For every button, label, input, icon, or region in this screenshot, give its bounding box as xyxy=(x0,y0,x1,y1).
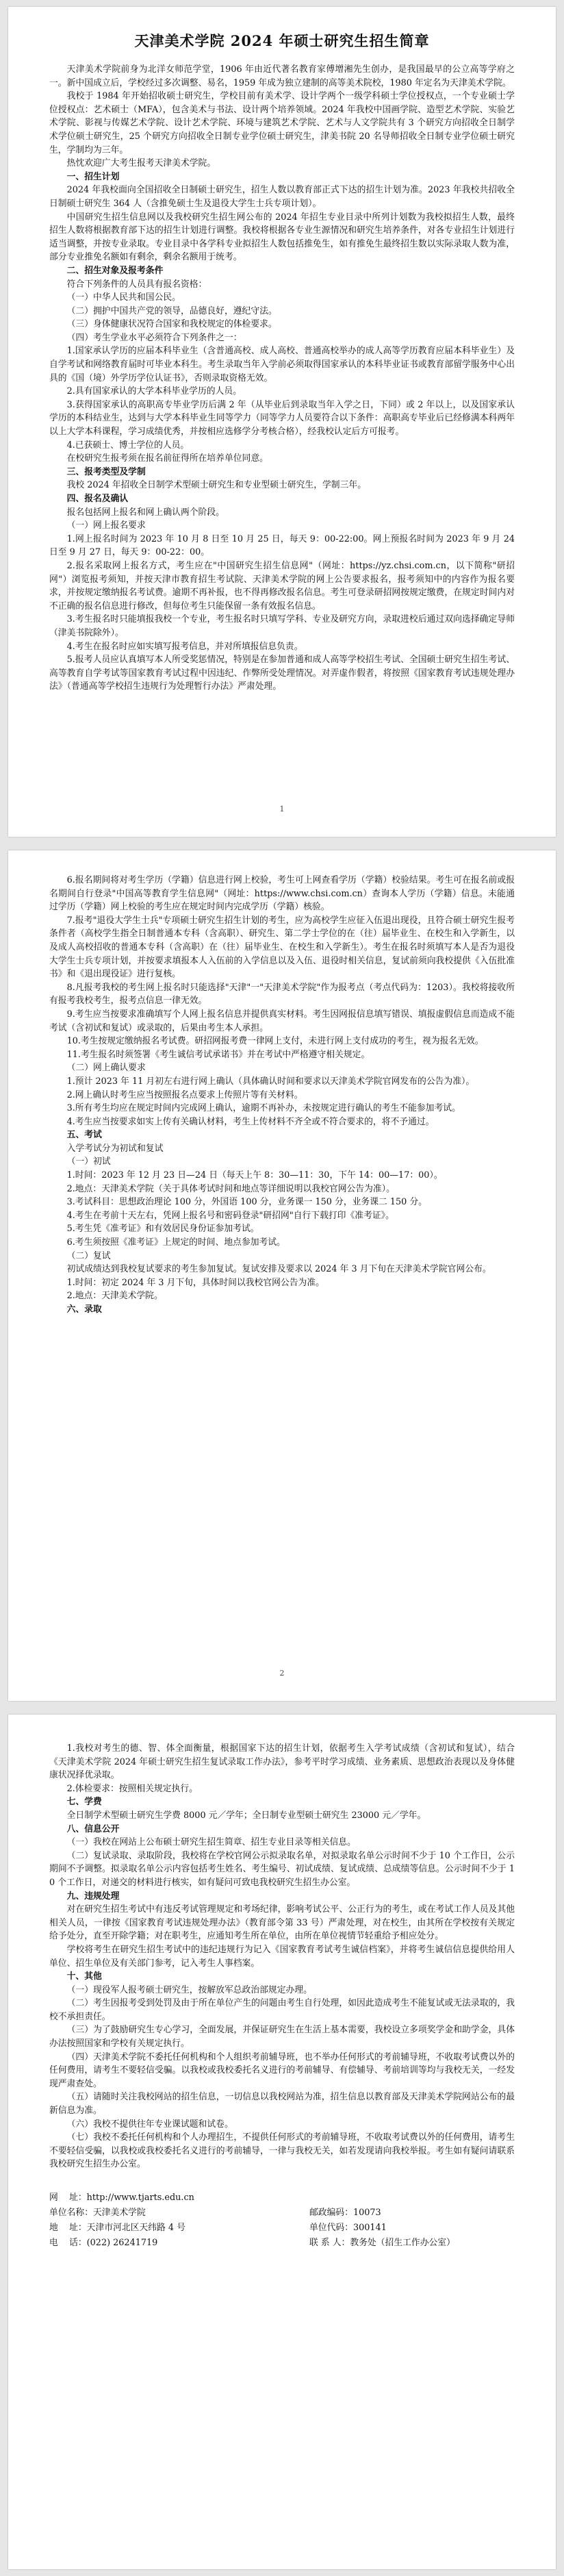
paragraph: （一）我校在网站上公布硕士研究生招生简章、招生专业目录等相关信息。 xyxy=(66,1837,356,1848)
paragraph: 1.我校对考生的德、智、体全面衡量，根据国家下达的招生计划，依据考生入学考试成绩（含初试和复试），结合《天津美术学院 2024 年硕士研究生招生复试录取工作办法》，参考平时学习成绩、业务素质、思想政治表现以及身体健康状况择优录取。 xyxy=(49,1743,515,1781)
section-heading: 三、报考类型及学制 xyxy=(66,466,146,477)
document-page-1 xyxy=(8,7,556,837)
paragraph: 2.网上确认时考生应当按照报名点要求上传照片等有关材料。 xyxy=(66,1089,303,1100)
paragraph: 4.考生应当按要求如实上传有关确认材料，考生上传材料不齐全或不符合要求的，将不予通过。 xyxy=(66,1116,435,1127)
paragraph: 11.考生报名时须签署《考生诚信考试承诺书》并在考试中严格遵守相关规定。 xyxy=(66,1049,370,1060)
paragraph: 中国研究生招生信息网以及我校研究生招生网公布的 2024 年招生专业目录中所列计划数为我校拟招生人数，最终招生人数将根据教育部下达的招生计划进行调整。我校将根据各专业生源情况和研究生培养条件，对各专业招生计划进行适当调整，并按专业录取。专业目录中各学科专业拟招生人数包括推免生，如有推免生最终招生数以实际录取人数为准，部分专业推免名额如有剩余，剩余名额用于统考。 xyxy=(49,212,515,263)
paragraph: 学校将考生在研究生招生考试中的违纪违规行为记入《国家教育考试考生诚信档案》，并将考生诚信信息提供给用人单位、招生单位及有关部门参考，记入考生人事档案。 xyxy=(49,1944,515,1969)
paragraph: （四）天津美术学院不委托任何机构和个人组织考前辅导班，也不举办任何形式的考前辅导班，不收取考试费以外的任何费用，请考生不要轻信受骗。以我校或我校委托名义进行的考前辅导、有偿辅导、考前培训等均与我校无关，一经发现严肃查处。 xyxy=(49,2051,515,2089)
page-number-1: 1 xyxy=(279,805,285,813)
paragraph: 我校于 1984 年开始招收硕士研究生，学校目前有美术学、设计学两个一级学科硕士学位授权点，一个专业硕士学位授权点：艺术硕士（MFA），包含美术与书法、设计两个培养领域。2024 年我校中国画学院、造型艺术学院、实验艺术学院、影视与传媒艺术学院、设计艺术学院、环境与建筑艺术学院、艺术与人文学院共有 3 个研究方向招收全日制学术学位硕士研究生，25 个研究方向招收全日制专业学位硕士研究生，津美书院 20 名导师招收全日制专业学位硕士研究生，学制均为三年。 xyxy=(49,91,515,155)
page-2-body xyxy=(49,874,515,1317)
paragraph: 3.考试科目：思想政治理论 100 分，外国语 100 分，业务课一 150 分，业务课二 150 分。 xyxy=(66,1197,427,1208)
section-heading: 十、其他 xyxy=(66,1971,102,1982)
paragraph: 1.预计 2023 年 11 月初左右进行网上确认（具体确认时间和要求以天津美术学院官网发布的公告为准）。 xyxy=(66,1076,475,1087)
contact-info xyxy=(49,2190,515,2251)
page-1-body xyxy=(49,63,515,694)
postcode-label: 邮政编码： xyxy=(309,2208,353,2218)
paragraph: 1.网上报名时间为 2023 年 10 月 8 日至 10 月 25 日，每天 9：00-22:00。网上预报名时间为 2023 年 9 月 24 日至 9 月 27 日，每天 9：00-22：00。 xyxy=(49,533,515,558)
contact-row-unit xyxy=(49,2206,515,2221)
page-number-2: 2 xyxy=(279,1669,285,1678)
paragraph: 2.地点：天津美术学院。 xyxy=(66,1291,163,1302)
section-heading: 一、招生计划 xyxy=(66,171,120,182)
paragraph: 2.体检要求：按照相关规定执行。 xyxy=(66,1783,198,1794)
document-page-3 xyxy=(8,1715,556,2569)
paragraph: （二）复试 xyxy=(66,1250,111,1261)
section-heading: 七、学费 xyxy=(66,1797,102,1808)
document-title: 天津美术学院 2024 年硕士研究生招生简章 xyxy=(134,32,430,49)
paragraph: 6.报名期间将对考生学历（学籍）信息进行网上校验，考生可上网查看学历（学籍）校验结果。考生可在报名前或报名期间自行登录"中国高等教育学生信息网"（网址：https://www.chsi.com.cn）查询本人学历（学籍）信息。未能通过学历（学籍）网上校验的考生应在规定时间内完成学历（学籍）核验。 xyxy=(49,875,515,913)
paragraph: 4.考生在报名时应如实填写报考信息，并对所填报信息负责。 xyxy=(66,641,303,652)
paragraph: 2.具有国家承认的大学本科毕业学历的人员。 xyxy=(66,386,242,397)
paragraph: 对在研究生招生考试中有违反考试管理规定和考场纪律，影响考试公平、公正行为的考生，或在考试工作人员及其他相关人员，一律按《国家教育考试违规处理办法》（教育部令第 33 号）严肃处理，对在校生，由其所在学校按有关规定给予处分，直至开除学籍；对在职考生，应通知考生所在单位，由所在单位视情节轻重给予相应处分。 xyxy=(49,1904,515,1942)
paragraph: 1.时间：初定 2024 年 3 月下旬，具体时间以我校官网公告为准。 xyxy=(66,1277,324,1288)
phone-value: (022) 26241719 xyxy=(86,2238,158,2248)
paragraph: （六）我校不提供往年专业课试题和试卷。 xyxy=(66,2119,233,2130)
paragraph: 3.所有考生均应在规定时间内完成网上确认，逾期不再补办，未按规定进行确认的考生不能参加考试。 xyxy=(66,1103,461,1114)
website-label: 网 址： xyxy=(49,2193,87,2203)
section-heading: 五、考试 xyxy=(66,1130,102,1141)
unit-code-value: 300141 xyxy=(352,2223,387,2233)
paragraph: （四）考生学业水平必须符合下列条件之一： xyxy=(66,332,242,343)
contact-person-value: 教务处（招生工作办公室） xyxy=(350,2238,455,2248)
paragraph: 1.国家承认学历的应届本科毕业生（含普通高校、成人高校、普通高校举办的成人高等学历教育应届本科毕业生）及自学考试和网络教育届时可毕业本科生。考生录取当年入学前必须取得国家承认的本科毕业证书或教育部留学服务中心出具的《国（境）外学历学位认证书》，否则录取资格无效。 xyxy=(49,346,515,383)
paragraph: （一）中华人民共和国公民。 xyxy=(66,292,181,303)
paragraph: 8.凡报考我校的考生网上报名时只能选择"天津"一"天津美术学院"作为报考点（考点代码为：1203）。我校将接收所有报考我校考生，报考点信息一律无效。 xyxy=(49,982,515,1007)
paragraph: 4.已获硕士、博士学位的人员。 xyxy=(66,440,190,451)
paragraph: 1.时间：2023 年 12 月 23 日—24 日（每天上午 8：30—11：30，下午 14：00—17：00）。 xyxy=(66,1170,443,1181)
paragraph: 热忱欢迎广大考生报考天津美术学院。 xyxy=(66,158,216,169)
section-heading: 四、报名及确认 xyxy=(66,494,129,504)
paragraph: 我校 2024 年招收全日制学术型硕士研究生和专业型硕士研究生，学制三年。 xyxy=(66,480,366,491)
paragraph: （七）我校不委托任何机构和个人办理招生，不提供任何形式的考前辅导班，不收取考试费以外的任何费用，请考生不要轻信受骗，以我校或我校委托名义进行的考前辅导，一律与我校无关，如若发现请向我校举报。考生如有疑问请联系我校研究生招生办公室。 xyxy=(49,2132,515,2170)
section-heading: 二、招生对象及报考条件 xyxy=(66,265,164,276)
paragraph: 4.考生在考前十天左右，凭网上报名号和密码登录"研招网"自行下载打印《准考证》。 xyxy=(66,1210,394,1221)
paragraph: （一）初试 xyxy=(66,1157,111,1167)
paragraph: 5.报考人员应认真填写本人所受奖惩情况，特别是在参加普通和成人高等学校招生考试、全国硕士研究生招生考试、高等教育自学考试等国家教育考试过程中因违纪、作弊所受处理情况。对弄虚作假者，将按照《国家教育考试违规处理办法》（普通高等学校招生违规行为处理暂行办法》严肃处理。 xyxy=(49,655,515,692)
paragraph: 2024 年我校面向全国招收全日制硕士研究生，招生人数以教育部正式下达的招生计划为准。2023 年我校共招收全日制硕士研究生 364 人（含推免硕士生及退役大学生士兵专项计划）。 xyxy=(49,185,515,209)
unit-value: 天津美术学院 xyxy=(92,2208,146,2218)
document-page-2 xyxy=(8,850,556,1701)
unit-code-label: 单位代码： xyxy=(309,2223,353,2233)
paragraph: （三）为了鼓励研究生专心学习，全面发展，并保证研究生在生活上基本需要，我校设立多项奖学金和助学金，具体办法按照国家和学校有关规定执行。 xyxy=(49,2025,515,2049)
address-label: 地 址： xyxy=(49,2223,87,2233)
paragraph: 初试成绩达到我校复试要求的考生参加复试。复试安排及要求以 2024 年 3 月下旬在天津美术学院官网公布。 xyxy=(66,1264,491,1275)
paragraph: （二）拥护中国共产党的领导，品德良好，遵纪守法。 xyxy=(66,305,277,316)
contact-row-address xyxy=(49,2221,515,2236)
paragraph: （二）网上确认要求 xyxy=(66,1063,146,1074)
page-3-body xyxy=(49,1742,515,2171)
unit-label: 单位名称： xyxy=(49,2208,93,2218)
contact-row-phone xyxy=(49,2236,515,2251)
paragraph: 入学考试分为初试和复试 xyxy=(66,1143,164,1154)
section-heading: 六、录取 xyxy=(66,1304,102,1315)
paragraph: （二）复试录取、录取阶段，我校将在学校官网公示拟录取名单，对拟录取名单公示时间不少于 10 个工作日，公示期间不予调整。拟录取名单公示内容包括考生姓名、考生编号、初试成绩、复试成绩、总成绩等信息。公示时间不少于 10 个工作日，对递交的材料进行核实，如有疑问可致电我校研究生招生办公室。 xyxy=(49,1850,515,1888)
paragraph: （一）现役军人报考硕士研究生，按解放军总政治部规定办理。 xyxy=(66,1984,312,1995)
paragraph: 10.考生按规定缴纳报名考试费。研招网报考费一律网上支付，未进行网上支付成功的考生，视为报名无效。 xyxy=(66,1036,484,1047)
paragraph: 符合下列条件的人员具有报名资格： xyxy=(66,279,207,290)
address-value: 天津市河北区天纬路 4 号 xyxy=(86,2223,185,2233)
paragraph: （二）考生因报考受到处罚及由于所在单位产生的问题由考生自行处理，如因此造成考生不能复试或无法录取的，我校不承担责任。 xyxy=(49,1998,515,2022)
paragraph: 5.考生凭《准考证》和有效居民身份证参加考试。 xyxy=(66,1224,259,1235)
website-value: http://www.tjarts.edu.cn xyxy=(86,2193,194,2203)
paragraph: （一）网上报名要求 xyxy=(66,520,146,531)
paragraph: 在校研究生报考须在报名前征得所在培养单位同意。 xyxy=(66,453,268,464)
paragraph: 2.地点：天津美术学院（关于具体考试时间和地点等详细说明以我校官网公告为准）。 xyxy=(66,1183,395,1194)
contact-person-label: 联 系 人： xyxy=(309,2238,350,2248)
section-heading: 八、信息公开 xyxy=(66,1823,120,1834)
paragraph: （五）请随时关注我校网站的招生信息，一切信息以我校网站为准，招生信息以教育部及天津美术学院网站公布的最新信息为准。 xyxy=(49,2092,515,2117)
postcode-value: 10073 xyxy=(352,2208,381,2218)
paragraph: 全日制学术型硕士研究生学费 8000 元／学年；全日制专业型硕士研究生 23000 元／学年。 xyxy=(66,1810,426,1821)
paragraph: 3.考生报名时只能填报我校一个专业，考生报名时只填写学科、专业及研究方向，录取进校后通过双向选择确定导师（津美书院除外）。 xyxy=(49,614,515,638)
paragraph: 天津美术学院前身为北洋女师范学堂，1906 年由近代著名教育家傅增湘先生创办，是我国最早的公立高等学府之一。新中国成立后，学校经过多次调整、易名，1959 年成为独立建制的高等美术院校，1980 年定名为天津美术学院。 xyxy=(49,64,515,88)
paragraph: 7.报考"退役大学生士兵"专项硕士研究生招生计划的考生，应为高校学生应征入伍退出现役，且符合硕士研究生报考条件者（高校学生指全日制普通本专科（含高职）、研究生、第二学士学位的在（往）届毕业生、在校生和入学新生，以及成人高校招收的普通本专科（含高职）在（往）届毕业生、在校生和入学新生）。考生在报名时须填写本人是否为退役大学生士兵专项计划，并按要求填报本人入伍前的入学信息以及入伍、退役时相关信息，复试前须向我校提供《入伍批准书》和《退出现役证》进行复核。 xyxy=(49,915,515,980)
phone-label: 电 话： xyxy=(49,2238,87,2248)
section-heading: 九、违规处理 xyxy=(66,1891,120,1902)
paragraph: 报名包括网上报名和网上确认两个阶段。 xyxy=(66,507,225,518)
paragraph: 3.获得国家承认的高职高专毕业学历后满 2 年（从毕业后到录取当年入学之日，下同）或 2 年以上，以及国家承认学历的本科结业生，达到与大学本科毕业生同等学力（同等学力人员要符合以下条件：高职高专毕业后已经修满本科两年以上大学本科课程，学习成绩优秀，并按相应选修学分考核合格），经我校认定后方可报考。 xyxy=(49,399,515,438)
paragraph: 2.报名采取网上报名方式，考生应在"中国研究生招生信息网"（网址：https://yz.chsi.com.cn，以下简称"研招网"）浏览报考须知，并按天津市教育招生考试院、天津美术学院的网上公告要求报名，报考须知中的内容作为报名要求，并按规定缴纳报名考试费。逾期不再补报，也不得再修改报名信息。考生可登录研招网按规定缴费，在规定时间内对不正确的报名信息进行修改，但每位考生只能保留一条有效报名信息。 xyxy=(49,560,515,611)
paragraph: （三）身体健康状况符合国家和我校规定的体检要求。 xyxy=(66,319,277,330)
contact-row-website xyxy=(49,2190,515,2206)
paragraph: 9.考生应当按要求准确填写个人网上报名信息并提供真实材料。考生因网报信息填写错误、填报虚假信息而造成不能考试（含初试和复试）或录取的，后果由考生本人承担。 xyxy=(49,1009,515,1033)
paragraph: 6.考生须按照《准考证》上规定的时间、地点参加考试。 xyxy=(66,1237,285,1248)
